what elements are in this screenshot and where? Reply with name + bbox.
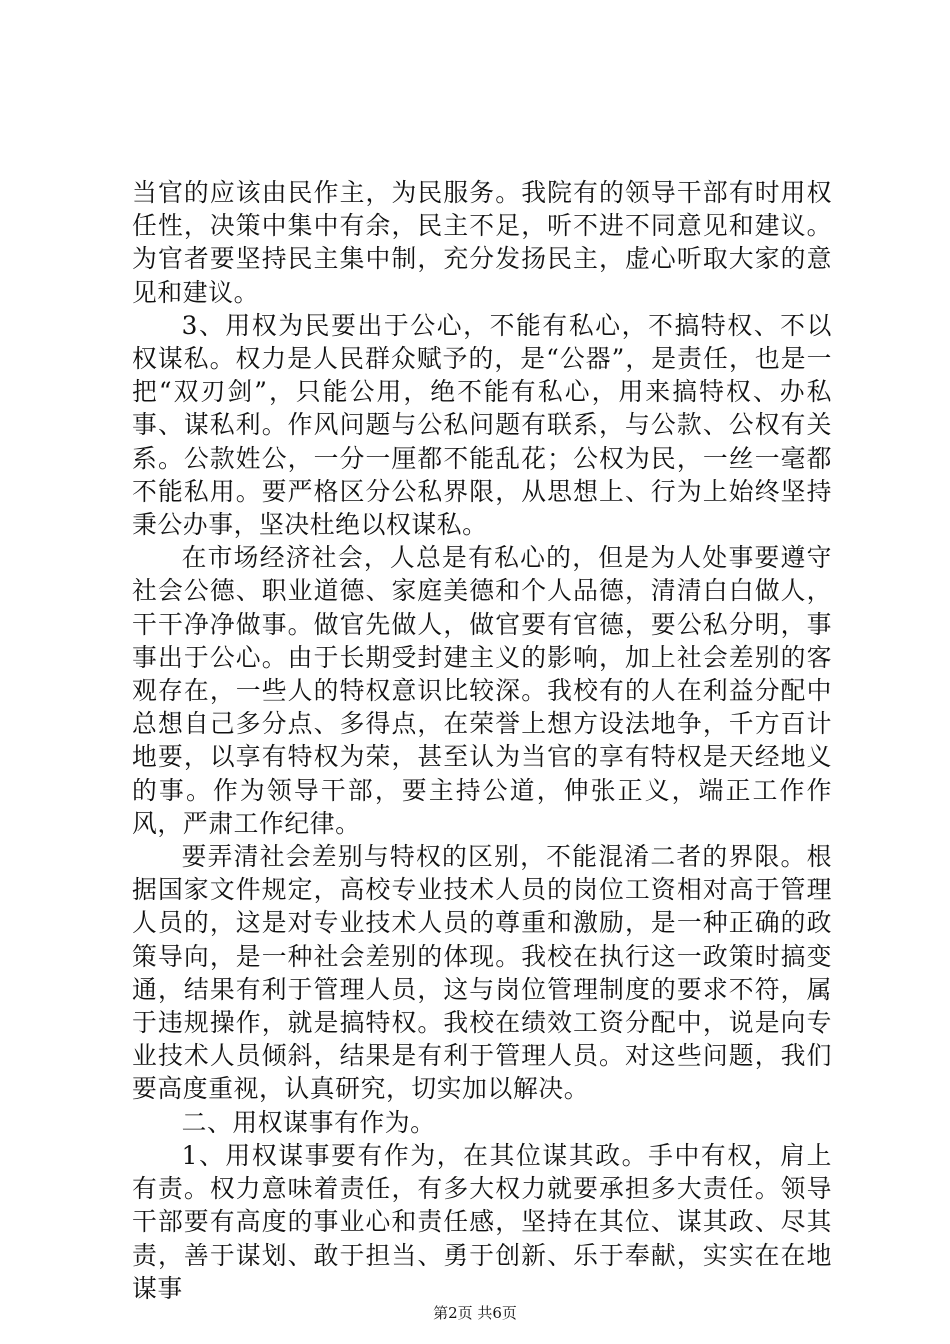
section-heading: 二、用权谋事有作为。	[181, 1107, 436, 1137]
paragraph-5: 1、用权谋事要有作为，在其位谋其政。手中有权，肩上有责。权力意味着责任，有多大权力就要承担多大责任。领导干部要有高度的事业心和责任感，坚持在其位、谋其政、尽其责，善于谋划、敢于担当、勇于创新、乐于奉献，实实在在地谋事	[132, 1140, 832, 1303]
body-text	[132, 176, 832, 1305]
paragraph-3: 在市场经济社会，人总是有私心的，但是为人处事要遵守社会公德、职业道德、家庭美德和个人品德，清清白白做人，干干净净做事。做官先做人，做官要有官德，要公私分明，事事出于公心。由于长期受封建主义的影响，加上社会差别的客观存在，一些人的特权意识比较深。我校有的人在利益分配中总想自己多分点、多得点，在荣誉上想方设法地争，千方百计地要，以享有特权为荣，甚至认为当官的享有特权是天经地义的事。作为领导干部，要主持公道，伸张正义，端正工作作风，严肃工作纪律。	[132, 543, 832, 838]
paragraph-2: 3、用权为民要出于公心，不能有私心，不搞特权、不以权谋私。权力是人民群众赋予的，是“公器”，是责任，也是一把“双刃剑”，只能公用，绝不能有私心，用来搞特权、办私事、谋私利。作风问题与公私问题有联系，与公款、公权有关系。公款姓公，一分一厘都不能乱花；公权为民，一丝一毫都不能私用。要严格区分公私界限，从思想上、行为上始终坚持秉公办事，坚决杜绝以权谋私。	[132, 310, 832, 540]
paragraph-1: 当官的应该由民作主，为民服务。我院有的领导干部有时用权任性，决策中集中有余，民主不足，听不进不同意见和建议。为官者要坚持民主集中制，充分发扬民主，虚心听取大家的意见和建议。	[132, 178, 832, 307]
paragraph-4: 要弄清社会差别与特权的区别，不能混淆二者的界限。根据国家文件规定，高校专业技术人员的岗位工资相对高于管理人员的，这是对专业技术人员的尊重和激励，是一种正确的政策导向，是一种社会差别的体现。我校在执行这一政策时搞变通，结果有利于管理人员，这与岗位管理制度的要求不符，属于违规操作，就是搞特权。我校在绩效工资分配中，说是向专业技术人员倾斜，结果是有利于管理人员。对这些问题，我们要高度重视，认真研究，切实加以解决。	[132, 842, 832, 1104]
page-footer: 第2页 共6页	[433, 1304, 517, 1322]
